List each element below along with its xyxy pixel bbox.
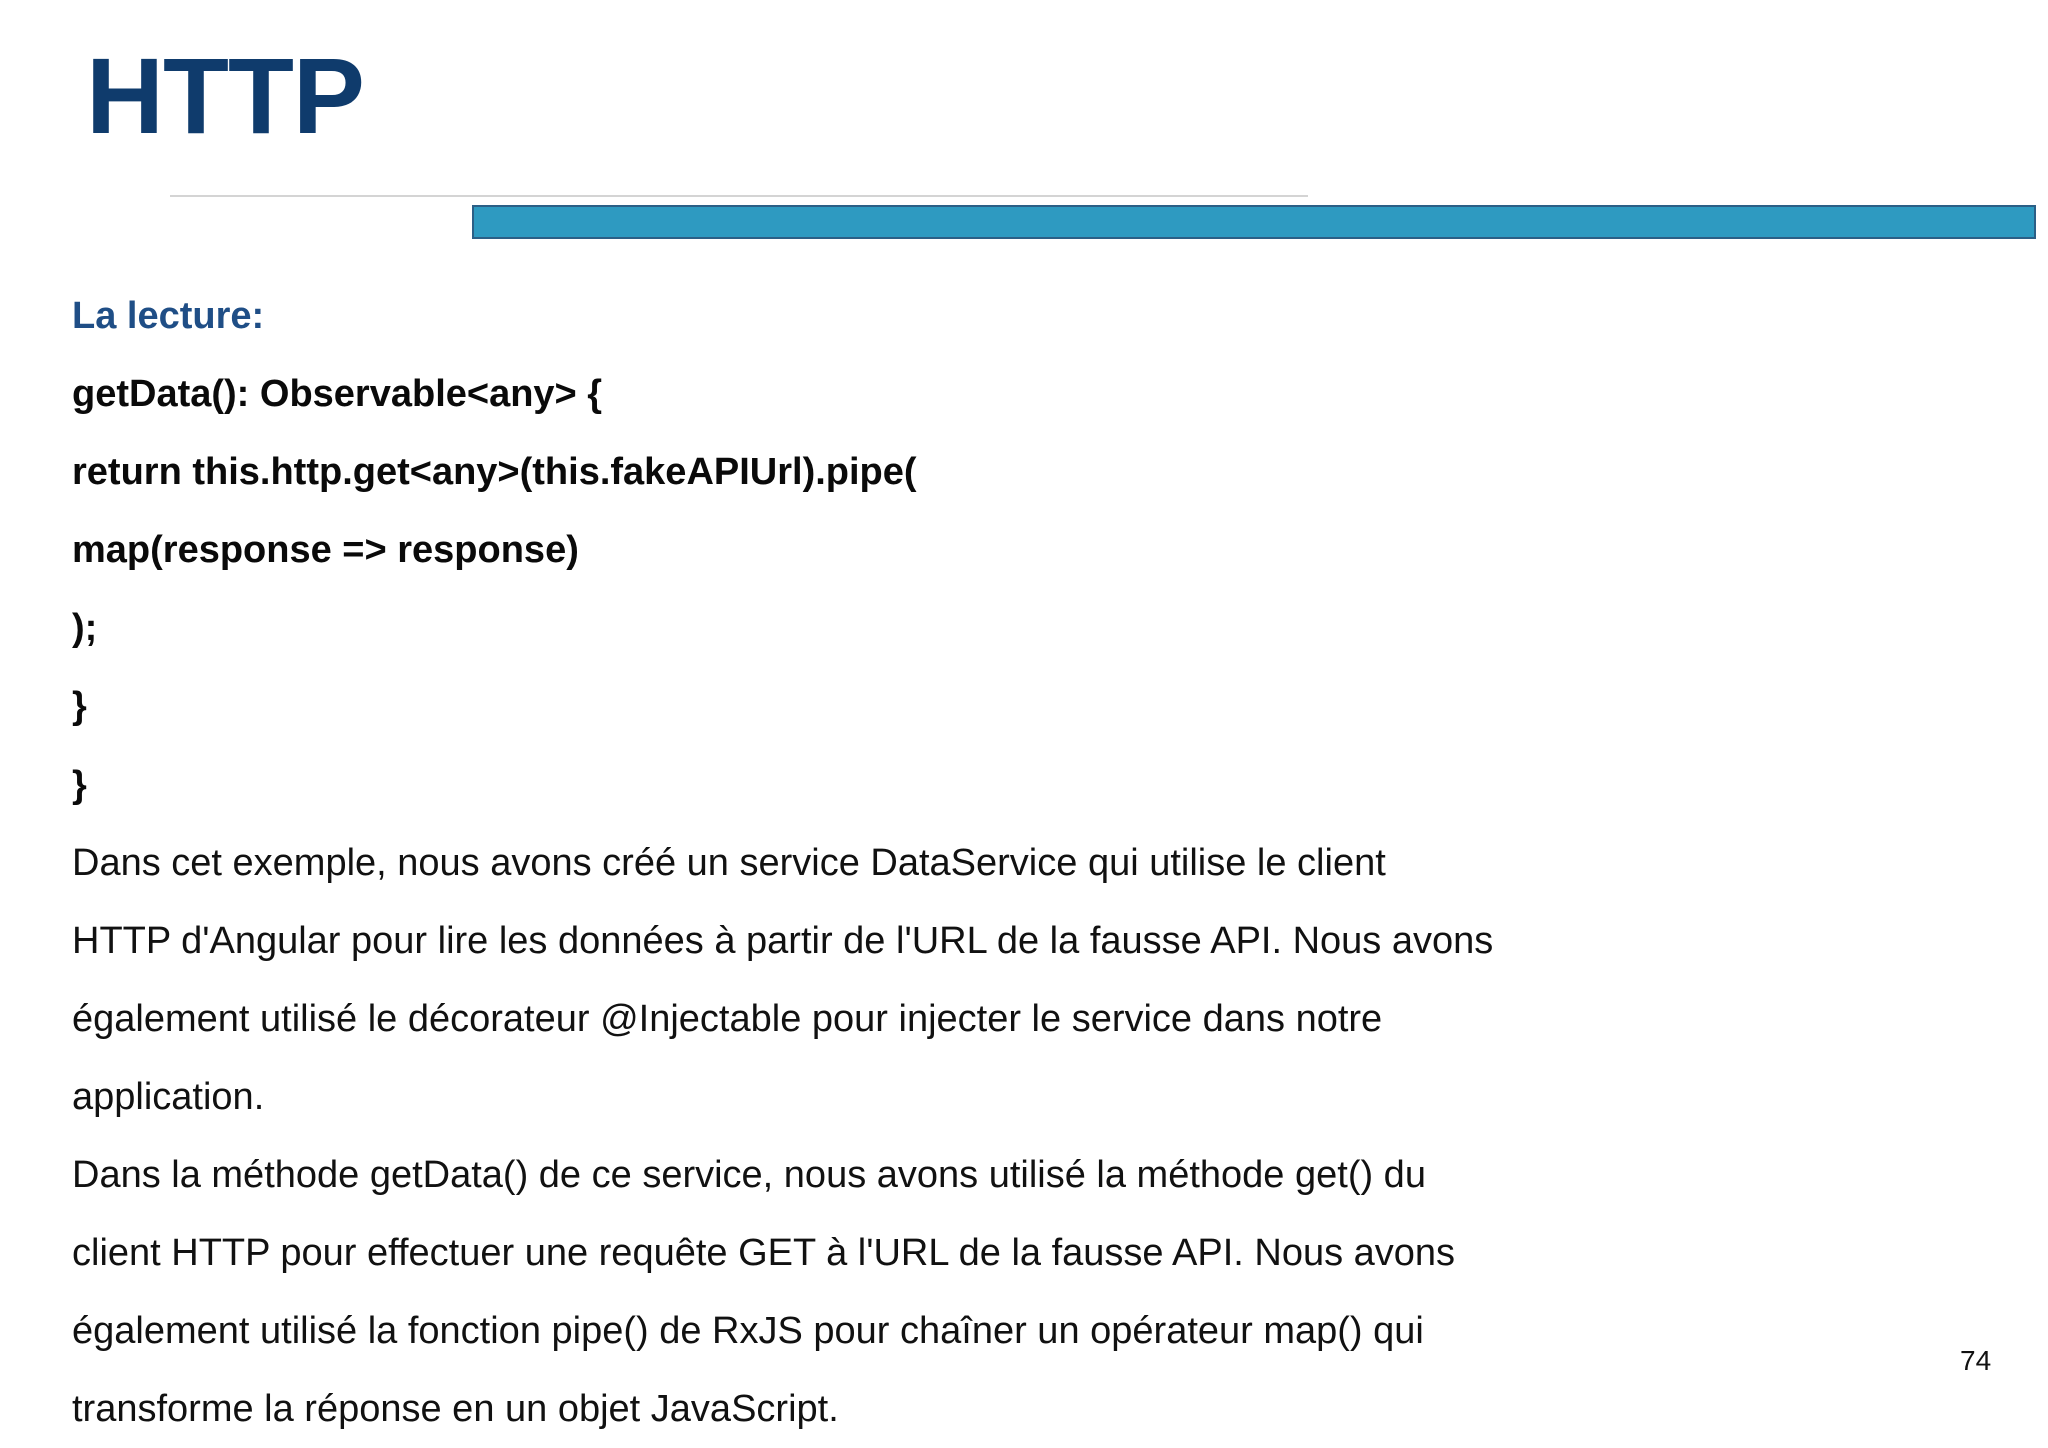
code-line: map(response => response) bbox=[72, 529, 579, 572]
paragraph-line: HTTP d'Angular pour lire les données à partir de l'URL de la fausse API. Nous avons bbox=[72, 919, 1494, 962]
code-line: getData(): Observable<any> { bbox=[72, 373, 603, 416]
page-number: 74 bbox=[1960, 1345, 1992, 1376]
paragraph-line: client HTTP pour effectuer une requête GET à l'URL de la fausse API. Nous avons bbox=[72, 1232, 1456, 1275]
accent-bar bbox=[472, 205, 2036, 239]
paragraph-line: Dans cet exemple, nous avons créé un service DataService qui utilise le client bbox=[72, 841, 1386, 884]
paragraph-line: également utilisé le décorateur @Injectable pour injecter le service dans notre bbox=[72, 997, 1383, 1040]
title-divider bbox=[170, 195, 1308, 197]
paragraph-line: application. bbox=[72, 1075, 265, 1118]
code-line: return this.http.get<any>(this.fakeAPIUrl).pipe( bbox=[72, 451, 917, 494]
paragraph-line: également utilisé la fonction pipe() de RxJS pour chaîner un opérateur map() qui bbox=[72, 1310, 1424, 1353]
slide-title: HTTP bbox=[86, 35, 364, 156]
code-line: ); bbox=[72, 607, 98, 650]
code-line: } bbox=[72, 763, 87, 806]
code-line: } bbox=[72, 685, 87, 728]
section-subtitle: La lecture: bbox=[72, 295, 265, 337]
paragraph-line: transforme la réponse en un objet JavaScript. bbox=[72, 1388, 839, 1431]
paragraph-line: Dans la méthode getData() de ce service, nous avons utilisé la méthode get() du bbox=[72, 1154, 1426, 1197]
slide-content bbox=[72, 277, 1572, 1448]
